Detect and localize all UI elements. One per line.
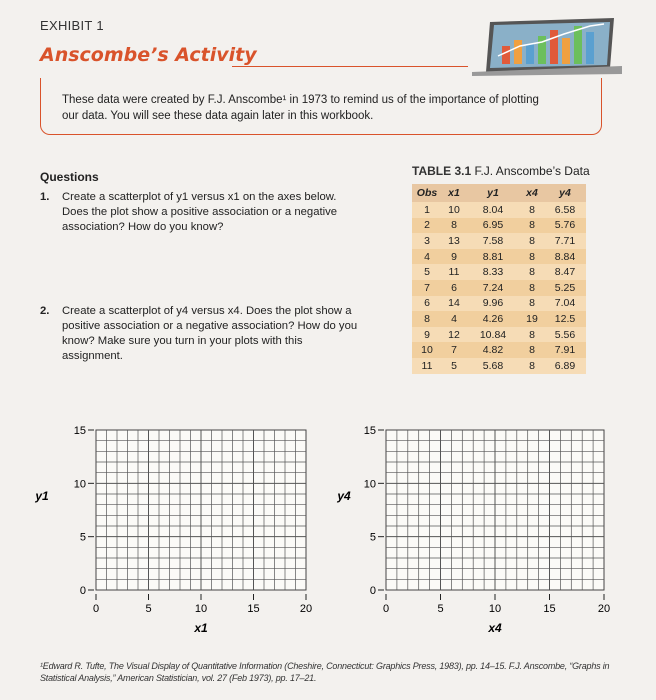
question-number: 2. xyxy=(40,305,50,317)
table-cell: 8 xyxy=(520,249,544,265)
intro-text: These data were created by F.J. Anscombe¹ in 1973 to remind us of the importance of plotting our data. You will see these data again later in this workbook. xyxy=(62,94,539,122)
table-cell: 5 xyxy=(442,358,466,374)
table-row xyxy=(412,202,586,218)
table-row xyxy=(412,218,586,234)
question-1 xyxy=(40,190,370,235)
table-cell: 7.04 xyxy=(544,296,586,312)
table-cell: 10 xyxy=(442,202,466,218)
table-cell: 8 xyxy=(520,358,544,374)
y-tick-label: 10 xyxy=(73,478,86,491)
table-cell: 8.81 xyxy=(466,249,520,265)
y-tick-label: 10 xyxy=(363,478,376,491)
table-cell: 6.89 xyxy=(544,358,586,374)
table-cell: 4 xyxy=(442,311,466,327)
table-row xyxy=(412,249,586,265)
y-tick-label: 15 xyxy=(73,425,86,437)
y-tick-label: 5 xyxy=(79,531,86,544)
table-cell: 1 xyxy=(412,202,442,218)
table-cell: 11 xyxy=(442,264,466,280)
table-cell: 8 xyxy=(520,202,544,218)
table-cell: 9 xyxy=(412,327,442,343)
chart-y1-x1 xyxy=(34,425,312,635)
table-cell: 2 xyxy=(412,218,442,234)
laptop-chart-illustration-icon xyxy=(472,16,622,76)
table-header-cell: y4 xyxy=(544,184,586,202)
table-cell: 8 xyxy=(520,233,544,249)
table-row xyxy=(412,311,586,327)
x-tick-label: 15 xyxy=(543,603,556,615)
table-row xyxy=(412,358,586,374)
table-row xyxy=(412,327,586,343)
table-caption-label: TABLE 3.1 xyxy=(412,164,472,178)
table-cell: 11 xyxy=(412,358,442,374)
x-tick-label: 5 xyxy=(145,603,152,615)
anscombe-table xyxy=(412,184,586,374)
table-cell: 8 xyxy=(520,327,544,343)
table-cell: 7 xyxy=(442,342,466,358)
table-cell: 5 xyxy=(412,264,442,280)
table-cell: 8 xyxy=(520,296,544,312)
table-cell: 9.96 xyxy=(466,296,520,312)
table-header-cell: Obs xyxy=(412,184,442,202)
table-cell: 6 xyxy=(412,296,442,312)
table-cell: 8.33 xyxy=(466,264,520,280)
question-2 xyxy=(40,304,370,364)
question-number: 1. xyxy=(40,191,50,203)
table-header-row xyxy=(412,184,586,202)
table-cell: 8 xyxy=(520,342,544,358)
chart-y4-x4 xyxy=(336,425,610,635)
table-cell: 8 xyxy=(412,311,442,327)
y-axis-title: y4 xyxy=(337,489,351,503)
table-cell: 12.5 xyxy=(544,311,586,327)
x-axis-title: x1 xyxy=(194,621,208,635)
x-tick-label: 0 xyxy=(382,603,390,615)
question-text: Create a scatterplot of y1 versus x1 on the axes below. Does the plot show a positive association or a negative association? How do you know? xyxy=(62,191,338,233)
table-cell: 6.95 xyxy=(466,218,520,234)
x-tick-label: 20 xyxy=(597,603,611,615)
x-tick-label: 10 xyxy=(194,603,208,615)
table-cell: 14 xyxy=(442,296,466,312)
table-cell: 12 xyxy=(442,327,466,343)
x-tick-label: 10 xyxy=(488,603,502,615)
questions-heading: Questions xyxy=(40,170,99,184)
activity-title: Anscombe’s Activity xyxy=(40,44,257,66)
x-tick-label: 20 xyxy=(299,603,313,615)
table-cell: 3 xyxy=(412,233,442,249)
x-axis-title: x4 xyxy=(488,621,502,635)
table-cell: 7.71 xyxy=(544,233,586,249)
footnote: ¹Edward R. Tufte, The Visual Display of Quantitative Information (Cheshire, Connecticut: Graphics Press, 1983), pp. 14–15. F.J. Anscombe, “Graphs in Statistical Analysis,” American Statistician, vol. 27 (Feb 1973), pp. 17–21. xyxy=(40,661,610,683)
table-body xyxy=(412,202,586,374)
x-tick-label: 0 xyxy=(92,603,100,615)
table-cell: 4.82 xyxy=(466,342,520,358)
table-cell: 7 xyxy=(412,280,442,296)
table-cell: 7.24 xyxy=(466,280,520,296)
y-axis-title: y1 xyxy=(35,489,49,503)
table-cell: 8 xyxy=(442,218,466,234)
table-cell: 6.58 xyxy=(544,202,586,218)
table-cell: 5.25 xyxy=(544,280,586,296)
question-text: Create a scatterplot of y4 versus x4. Does the plot show a positive association or a negative association? How do you know? Make sure you turn in your plots with this assignment. xyxy=(62,305,358,362)
table-cell: 8 xyxy=(520,264,544,280)
table-header-cell: x1 xyxy=(442,184,466,202)
table-cell: 13 xyxy=(442,233,466,249)
table-row xyxy=(412,280,586,296)
table-cell: 5.76 xyxy=(544,218,586,234)
table-cell: 10 xyxy=(412,342,442,358)
plot-area xyxy=(386,430,604,590)
y-tick-label: 0 xyxy=(79,585,86,597)
table-cell: 19 xyxy=(520,311,544,327)
table-header-cell: x4 xyxy=(520,184,544,202)
table-cell: 8.84 xyxy=(544,249,586,265)
y-tick-label: 5 xyxy=(369,531,376,544)
table-cell: 6 xyxy=(442,280,466,296)
x-tick-label: 5 xyxy=(437,603,444,615)
table-cell: 10.84 xyxy=(466,327,520,343)
table-cell: 8.47 xyxy=(544,264,586,280)
table-cell: 7.91 xyxy=(544,342,586,358)
table-cell: 8.04 xyxy=(466,202,520,218)
table-row xyxy=(412,264,586,280)
table-cell: 5.68 xyxy=(466,358,520,374)
table-cell: 4 xyxy=(412,249,442,265)
y-tick-label: 15 xyxy=(363,425,376,437)
table-row xyxy=(412,342,586,358)
x-tick-label: 15 xyxy=(247,603,260,615)
table-cell: 5.56 xyxy=(544,327,586,343)
table-header-cell: y1 xyxy=(466,184,520,202)
table-cell: 8 xyxy=(520,280,544,296)
plot-area xyxy=(96,430,306,590)
table-row xyxy=(412,233,586,249)
table-cell: 9 xyxy=(442,249,466,265)
y-tick-label: 0 xyxy=(369,585,376,597)
exhibit-label: EXHIBIT 1 xyxy=(40,18,104,33)
table-cell: 4.26 xyxy=(466,311,520,327)
title-underline xyxy=(232,66,468,67)
table-cell: 7.58 xyxy=(466,233,520,249)
table-cell: 8 xyxy=(520,218,544,234)
table-row xyxy=(412,296,586,312)
table-caption-title: F.J. Anscombe’s Data xyxy=(474,164,590,178)
table-caption xyxy=(412,164,590,178)
